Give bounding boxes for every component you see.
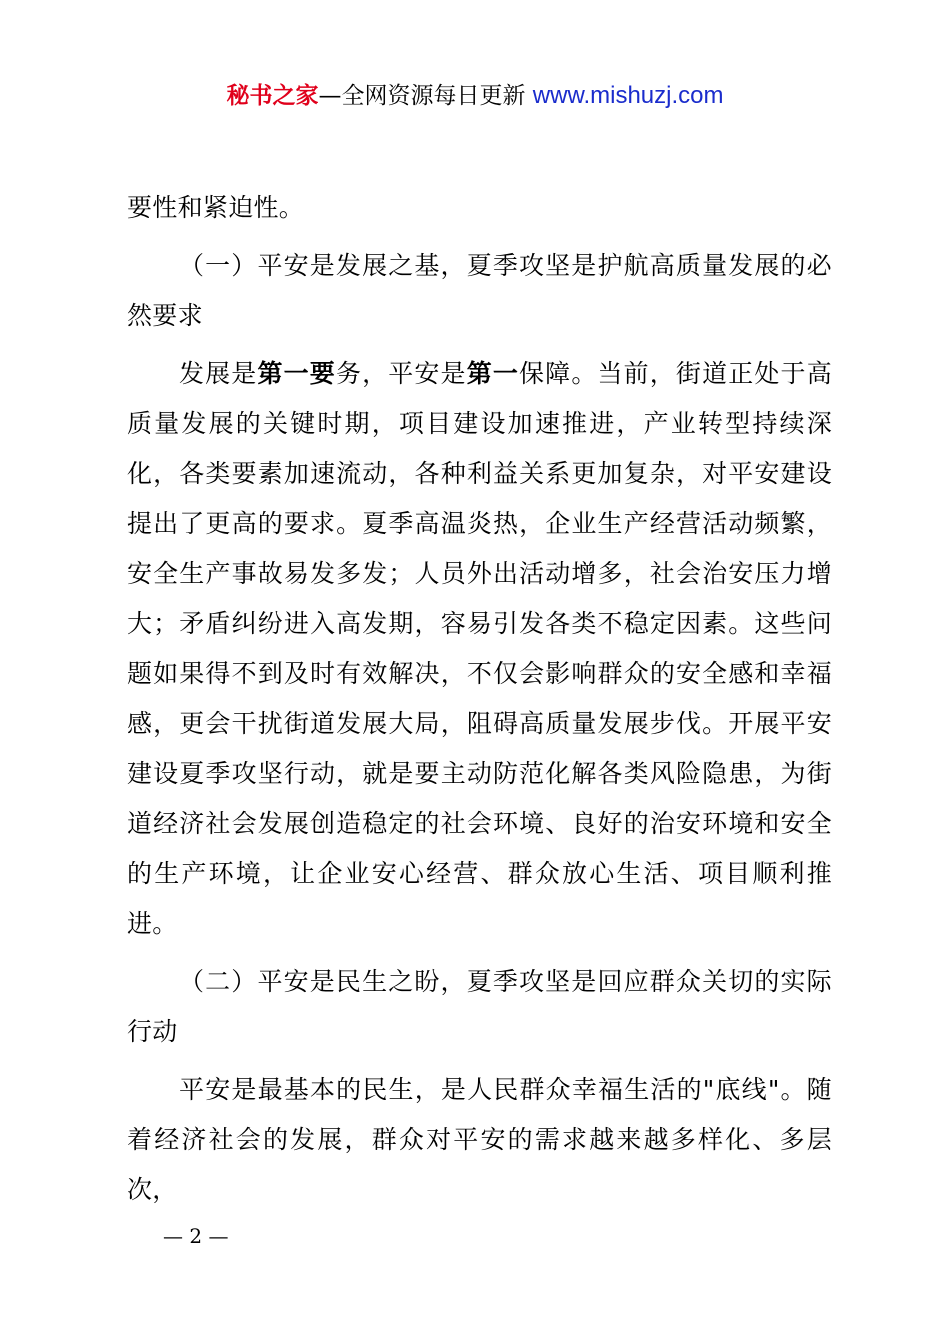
page-number: — 2 — xyxy=(163,1224,229,1248)
paragraph-1 xyxy=(127,349,832,949)
section-heading-1: （一）平安是发展之基，夏季攻坚是护航高质量发展的必然要求 xyxy=(127,251,832,330)
brand-name: 秘书之家 xyxy=(226,83,319,109)
banner-tagline: —全网资源每日更新 xyxy=(318,83,526,109)
section-heading-2: （二）平安是民生之盼，夏季攻坚是回应群众关切的实际行动 xyxy=(127,967,832,1046)
banner-url[interactable]: www.mishuzj.com xyxy=(532,82,724,109)
paragraph-continuation: 要性和紧迫性。 xyxy=(127,193,305,222)
bold-text-run: 第一 xyxy=(466,359,520,388)
site-banner xyxy=(0,80,950,112)
document-body xyxy=(127,183,832,1215)
text-run: 保障。当前，街道正处于高质量发展的关键时期，项目建设加速推进，产业转型持续深化，各类要素加速流动，各种利益关系更加复杂，对平安建设提出了更高的要求。夏季高温炎热，企业生产经营活动频繁，安全生产事故易发多发；人员外出活动增多，社会治安压力增大；矛盾纠纷进入高发期，容易引发各类不稳定因素。这些问题如果得不到及时有效解决，不仅会影响群众的安全感和幸福感，更会干扰街道发展大局，阻碍高质量发展步伐。开展平安建设夏季攻坚行动，就是要主动防范化解各类风险隐患，为街道经济社会发展创造稳定的社会环境、良好的治安环境和安全的生产环境，让企业安心经营、群众放心生活、项目顺利推进。 xyxy=(127,359,832,938)
text-run: 发展是 xyxy=(179,359,258,388)
bold-text-run: 第一要 xyxy=(257,359,336,388)
text-run: 务，平安是 xyxy=(335,359,467,388)
paragraph-2: 平安是最基本的民生，是人民群众幸福生活的"底线"。随着经济社会的发展，群众对平安的需求越来越多样化、多层次， xyxy=(127,1075,832,1204)
